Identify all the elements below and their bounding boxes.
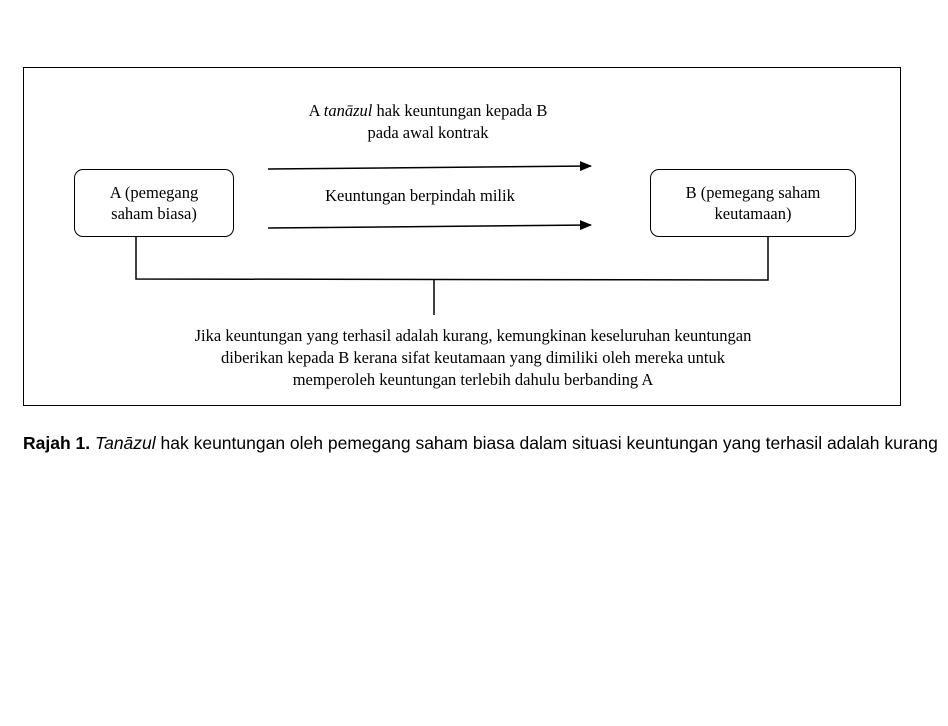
arrow-bottom (268, 225, 591, 228)
node-b-line2: keutamaan) (714, 204, 792, 223)
arrow-bottom-label: Keuntungan berpindah milik (325, 186, 515, 205)
node-a (74, 169, 234, 237)
bracket-connector (136, 237, 768, 280)
note-line3: memperoleh keuntungan terlebih dahulu berbanding A (292, 370, 654, 389)
caption-text: hak keuntungan oleh pemegang saham biasa dalam situasi keuntungan yang terhasil adalah kurang (155, 433, 938, 453)
node-a-line1: A (pemegang (109, 183, 199, 202)
arrow-top-label (268, 100, 588, 144)
arrow-top (268, 166, 591, 169)
note-line2: diberikan kepada B kerana sifat keutamaan yang dimiliki oleh mereka untuk (221, 348, 725, 367)
caption-term: Tanāzul (95, 433, 156, 453)
node-b (650, 169, 856, 237)
arrow-top-label-line2: pada awal kontrak (367, 123, 489, 142)
caption-label: Rajah 1. (23, 433, 91, 453)
note-text (100, 325, 846, 391)
node-b-line1: B (pemegang saham (685, 183, 821, 202)
arrow-top-label-line1: A tanāzul hak keuntungan kepada B (308, 101, 548, 120)
figure-caption (23, 430, 941, 456)
node-a-line2: saham biasa) (111, 204, 197, 223)
note-line1: Jika keuntungan yang terhasil adalah kurang, kemungkinan keseluruhan keuntungan (194, 326, 752, 345)
tanazul-term: tanāzul (323, 101, 373, 120)
